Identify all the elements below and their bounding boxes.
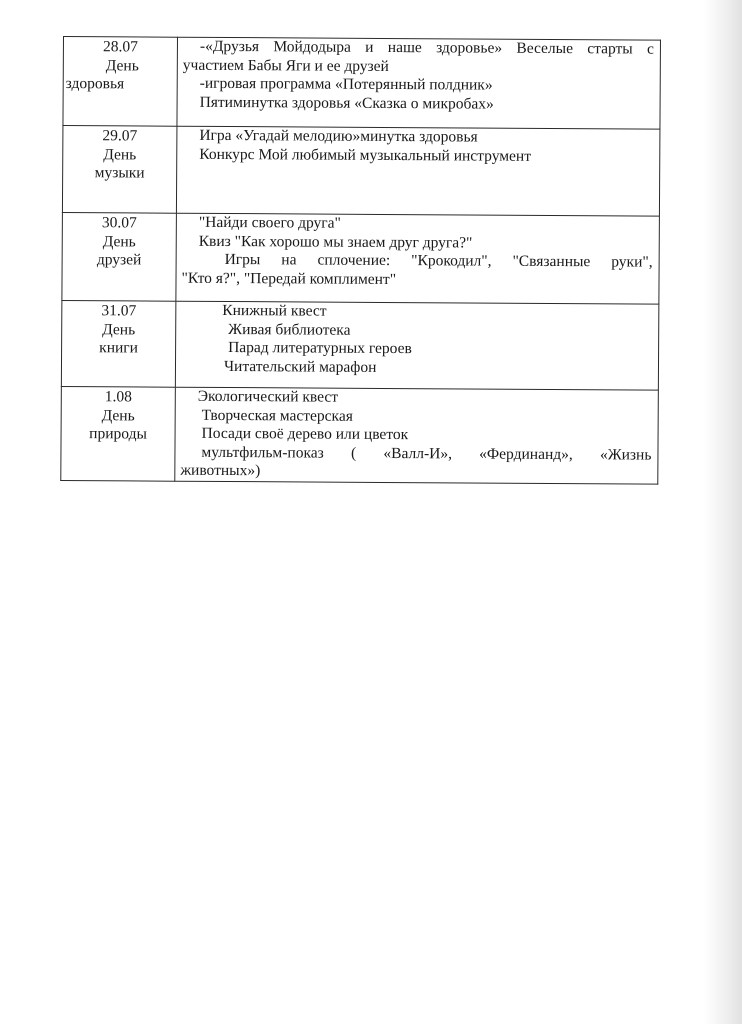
day-theme-line: День — [102, 320, 136, 338]
day-theme-line: книги — [99, 339, 139, 357]
activity-line: животных») — [180, 461, 261, 480]
schedule-row — [62, 126, 660, 217]
activity-line: Игра «Угадай мелодию»минутка здоровья — [199, 126, 478, 146]
day-date: 29.07 — [102, 127, 138, 145]
day-theme-line: здоровья — [65, 75, 125, 93]
activities-cell — [176, 126, 660, 216]
day-theme-line: друзей — [96, 251, 142, 269]
day-date: 31.07 — [101, 302, 137, 320]
schedule-row — [61, 386, 659, 483]
activity-line: "Кто я?", "Передай комплимент" — [181, 269, 397, 288]
day-theme-line: День — [101, 406, 135, 424]
activities-cell — [177, 37, 661, 129]
day-theme-line: природы — [89, 425, 147, 443]
day-theme-line: День — [102, 232, 136, 250]
activity-line: Пятиминутка здоровья «Сказка о микробах» — [199, 93, 494, 113]
scan-page-edge — [704, 0, 742, 1024]
activities-cell — [175, 301, 659, 390]
activity-line: Живая библиотека — [228, 320, 351, 339]
activity-line: Квиз "Как хорошо мы знаем друг друга?" — [198, 232, 473, 252]
activity-line: -«Друзья Мойдодыра и наше здоровье» Веселые старты с — [199, 37, 654, 58]
camp-schedule-table — [60, 36, 661, 484]
activity-line: -игровая программа «Потерянный полдник» — [199, 74, 493, 94]
day-cell — [61, 386, 176, 480]
activity-line: Читательский марафон — [223, 357, 377, 376]
day-cell — [63, 37, 178, 127]
schedule-row — [62, 212, 660, 304]
activity-line: Конкурс Мой любимый музыкальный инструмент — [199, 145, 532, 165]
activity-line: Экологический квест — [197, 387, 339, 406]
activity-line: Посади своё дерево или цветок — [201, 424, 409, 444]
activity-line: "Найди своего друга" — [198, 213, 341, 232]
day-date: 28.07 — [102, 38, 138, 56]
activities-cell — [175, 387, 659, 483]
schedule-row — [63, 37, 661, 130]
day-theme-line: День — [105, 56, 139, 74]
activity-line: участием Бабы Яги и ее друзей — [182, 56, 389, 75]
day-cell — [62, 126, 177, 214]
day-date: 1.08 — [104, 388, 132, 406]
day-theme-line: музыки — [94, 164, 145, 182]
day-cell — [61, 300, 176, 387]
activity-line: мультфильм-показ ( «Валл-И», «Фердинанд», «Жизнь — [201, 443, 652, 464]
activity-line: Игры на сплочение: "Крокодил", "Связанные руки", — [224, 250, 653, 271]
day-date: 30.07 — [101, 214, 137, 232]
day-theme-line: День — [103, 145, 137, 163]
activity-line: Творческая мастерская — [201, 406, 353, 425]
activities-cell — [176, 213, 660, 304]
activity-line: Книжный квест — [222, 301, 327, 320]
schedule-row — [61, 300, 659, 390]
day-cell — [62, 212, 177, 301]
activity-line: Парад литературных героев — [228, 339, 412, 358]
